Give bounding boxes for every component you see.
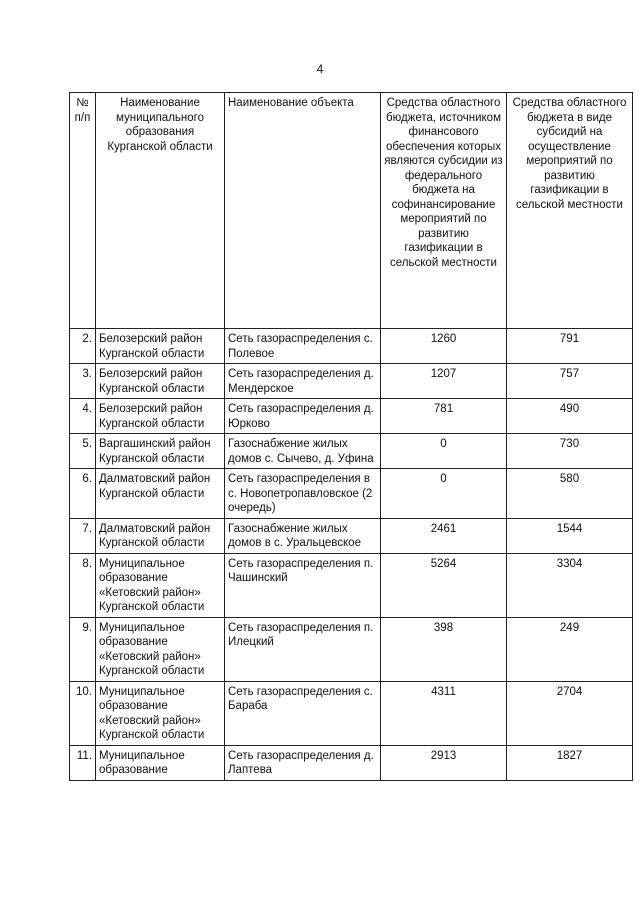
row-number: 8. [70, 553, 96, 617]
federal-funds-cell: 2461 [381, 518, 507, 553]
regional-funds-cell: 1544 [507, 518, 633, 553]
object-cell: Сеть газораспределения д. Мендерское [225, 364, 381, 399]
federal-funds-cell: 2913 [381, 745, 507, 780]
table-row [70, 681, 633, 745]
municipality-cell: Варгашинский район Курганской области [96, 434, 225, 469]
subsidy-table [69, 92, 633, 781]
municipality-cell: Белозерский район Курганской области [96, 329, 225, 364]
row-number: 4. [70, 399, 96, 434]
table-row [70, 469, 633, 519]
object-cell: Сеть газораспределения п. Илецкий [225, 617, 381, 681]
regional-funds-cell: 580 [507, 469, 633, 519]
regional-funds-cell: 791 [507, 329, 633, 364]
row-number: 11. [70, 745, 96, 780]
table-row [70, 745, 633, 780]
header-object: Наименование объекта [225, 93, 381, 329]
federal-funds-cell: 4311 [381, 681, 507, 745]
object-cell: Газоснабжение жилых домов с. Сычево, д. Уфина [225, 434, 381, 469]
municipality-cell: Муниципальное образование [96, 745, 225, 780]
object-cell: Сеть газораспределения д. Лаптева [225, 745, 381, 780]
municipality-cell: Белозерский район Курганской области [96, 364, 225, 399]
regional-funds-cell: 1827 [507, 745, 633, 780]
object-cell: Сеть газораспределения в с. Новопетропавловское (2 очередь) [225, 469, 381, 519]
table-row [70, 329, 633, 364]
federal-funds-cell: 1260 [381, 329, 507, 364]
row-number: 9. [70, 617, 96, 681]
federal-funds-cell: 1207 [381, 364, 507, 399]
regional-funds-cell: 2704 [507, 681, 633, 745]
object-cell: Сеть газораспределения п. Чашинский [225, 553, 381, 617]
row-number: 5. [70, 434, 96, 469]
regional-funds-cell: 3304 [507, 553, 633, 617]
header-federal-funds: Средства областного бюджета, источником финансового обеспечения которых являются субсидии из федерального бюджета на софинансирование мероприятий по развитию газификации в сельской местности [381, 93, 507, 329]
object-cell: Сеть газораспределения с. Полевое [225, 329, 381, 364]
municipality-cell: Муниципальное образование «Кетовский район» Курганской области [96, 553, 225, 617]
federal-funds-cell: 0 [381, 469, 507, 519]
table-row [70, 617, 633, 681]
federal-funds-cell: 5264 [381, 553, 507, 617]
regional-funds-cell: 757 [507, 364, 633, 399]
row-number: 6. [70, 469, 96, 519]
table-row [70, 518, 633, 553]
table-row [70, 553, 633, 617]
regional-funds-cell: 490 [507, 399, 633, 434]
row-number: 7. [70, 518, 96, 553]
federal-funds-cell: 781 [381, 399, 507, 434]
object-cell: Сеть газораспределения д. Юрково [225, 399, 381, 434]
row-number: 10. [70, 681, 96, 745]
federal-funds-cell: 398 [381, 617, 507, 681]
object-cell: Сеть газораспределения с. Бараба [225, 681, 381, 745]
municipality-cell: Далматовский район Курганской области [96, 469, 225, 519]
municipality-cell: Далматовский район Курганской области [96, 518, 225, 553]
regional-funds-cell: 249 [507, 617, 633, 681]
row-number: 3. [70, 364, 96, 399]
table-row [70, 399, 633, 434]
municipality-cell: Муниципальное образование «Кетовский район» Курганской области [96, 681, 225, 745]
table-row [70, 364, 633, 399]
regional-funds-cell: 730 [507, 434, 633, 469]
row-number: 2. [70, 329, 96, 364]
municipality-cell: Белозерский район Курганской области [96, 399, 225, 434]
federal-funds-cell: 0 [381, 434, 507, 469]
header-regional-funds: Средства областного бюджета в виде субсидий на осуществление мероприятий по развитию газификации в сельской местности [507, 93, 633, 329]
table-row [70, 434, 633, 469]
object-cell: Газоснабжение жилых домов в с. Уральцевское [225, 518, 381, 553]
table-header-row [70, 93, 633, 329]
header-number: № п/п [70, 93, 96, 329]
page-number: 4 [316, 62, 324, 76]
header-municipality: Наименование муниципального образования Курганской области [96, 93, 225, 329]
municipality-cell: Муниципальное образование «Кетовский район» Курганской области [96, 617, 225, 681]
